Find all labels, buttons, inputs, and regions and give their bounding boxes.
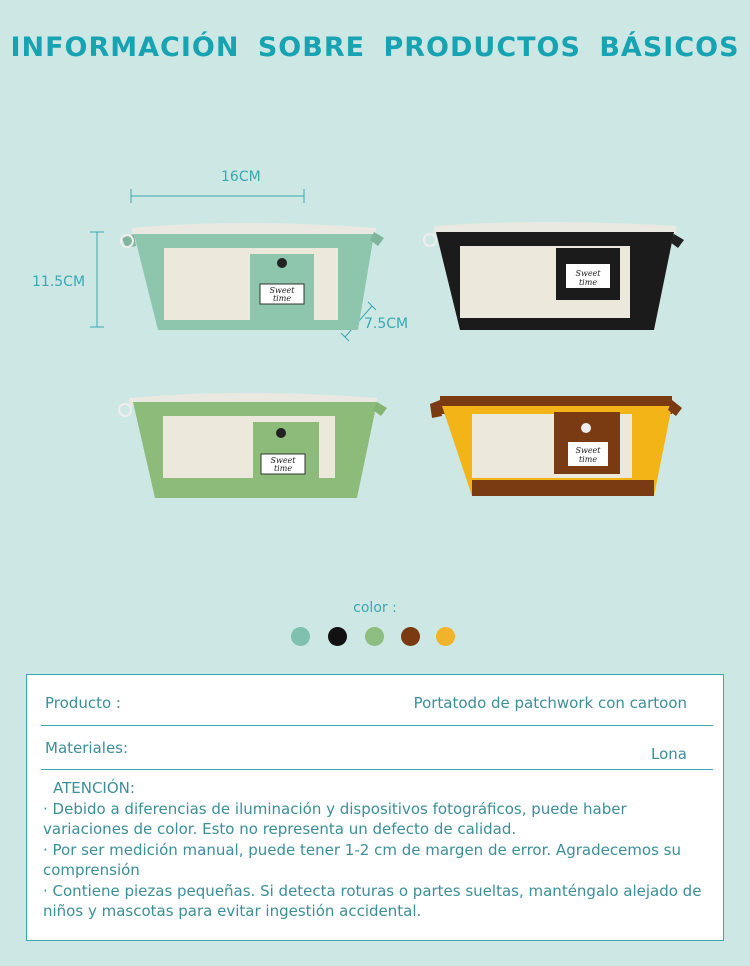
attention-title: ATENCIÓN:	[53, 779, 135, 797]
pouch-black	[420, 218, 692, 334]
note-item: · Contiene piezas pequeñas. Si detecta roturas o partes sueltas, manténgalo alejado de niños y mascotas para evitar ingestión accidental.	[43, 881, 702, 920]
svg-text:time: time	[273, 464, 293, 473]
materials-value: Lona	[651, 745, 687, 763]
attention-notes	[43, 778, 715, 922]
pouch-green	[115, 388, 395, 502]
pouch-yellow	[422, 390, 694, 502]
product-label: Producto :	[45, 694, 121, 712]
depth-label: 7.5CM	[364, 316, 409, 332]
product-value: Portatodo de patchwork con cartoon	[413, 694, 687, 712]
swatch-yellow[interactable]	[436, 627, 455, 646]
swatch-brown[interactable]	[401, 627, 420, 646]
svg-text:Sweet: Sweet	[270, 456, 296, 465]
note-item: · Debido a diferencias de iluminación y dispositivos fotográficos, puede haber variaciones de color. Esto no representa un defecto de calidad.	[43, 799, 627, 838]
svg-text:time: time	[578, 455, 598, 464]
width-label: 16CM	[221, 169, 261, 185]
pouch-label-text: Sweet	[269, 286, 295, 295]
note-item: · Por ser medición manual, puede tener 1-2 cm de margen de error. Agradecemos su comprensión	[43, 840, 681, 879]
swatch-mint[interactable]	[291, 627, 310, 646]
height-label: 11.5CM	[32, 274, 86, 290]
svg-text:Sweet: Sweet	[575, 446, 601, 455]
divider	[41, 725, 713, 726]
svg-text:time: time	[272, 294, 292, 303]
svg-text:Sweet: Sweet	[575, 269, 601, 278]
product-info-box	[26, 674, 724, 941]
swatch-black[interactable]	[328, 627, 347, 646]
page-title: INFORMACIÓN SOBRE PRODUCTOS BÁSICOS	[10, 32, 740, 63]
divider	[41, 769, 713, 770]
color-label: color :	[353, 600, 397, 616]
swatch-green[interactable]	[365, 627, 384, 646]
pouch-mint	[118, 212, 390, 338]
materials-label: Materiales:	[45, 739, 129, 757]
svg-text:time: time	[578, 278, 598, 287]
